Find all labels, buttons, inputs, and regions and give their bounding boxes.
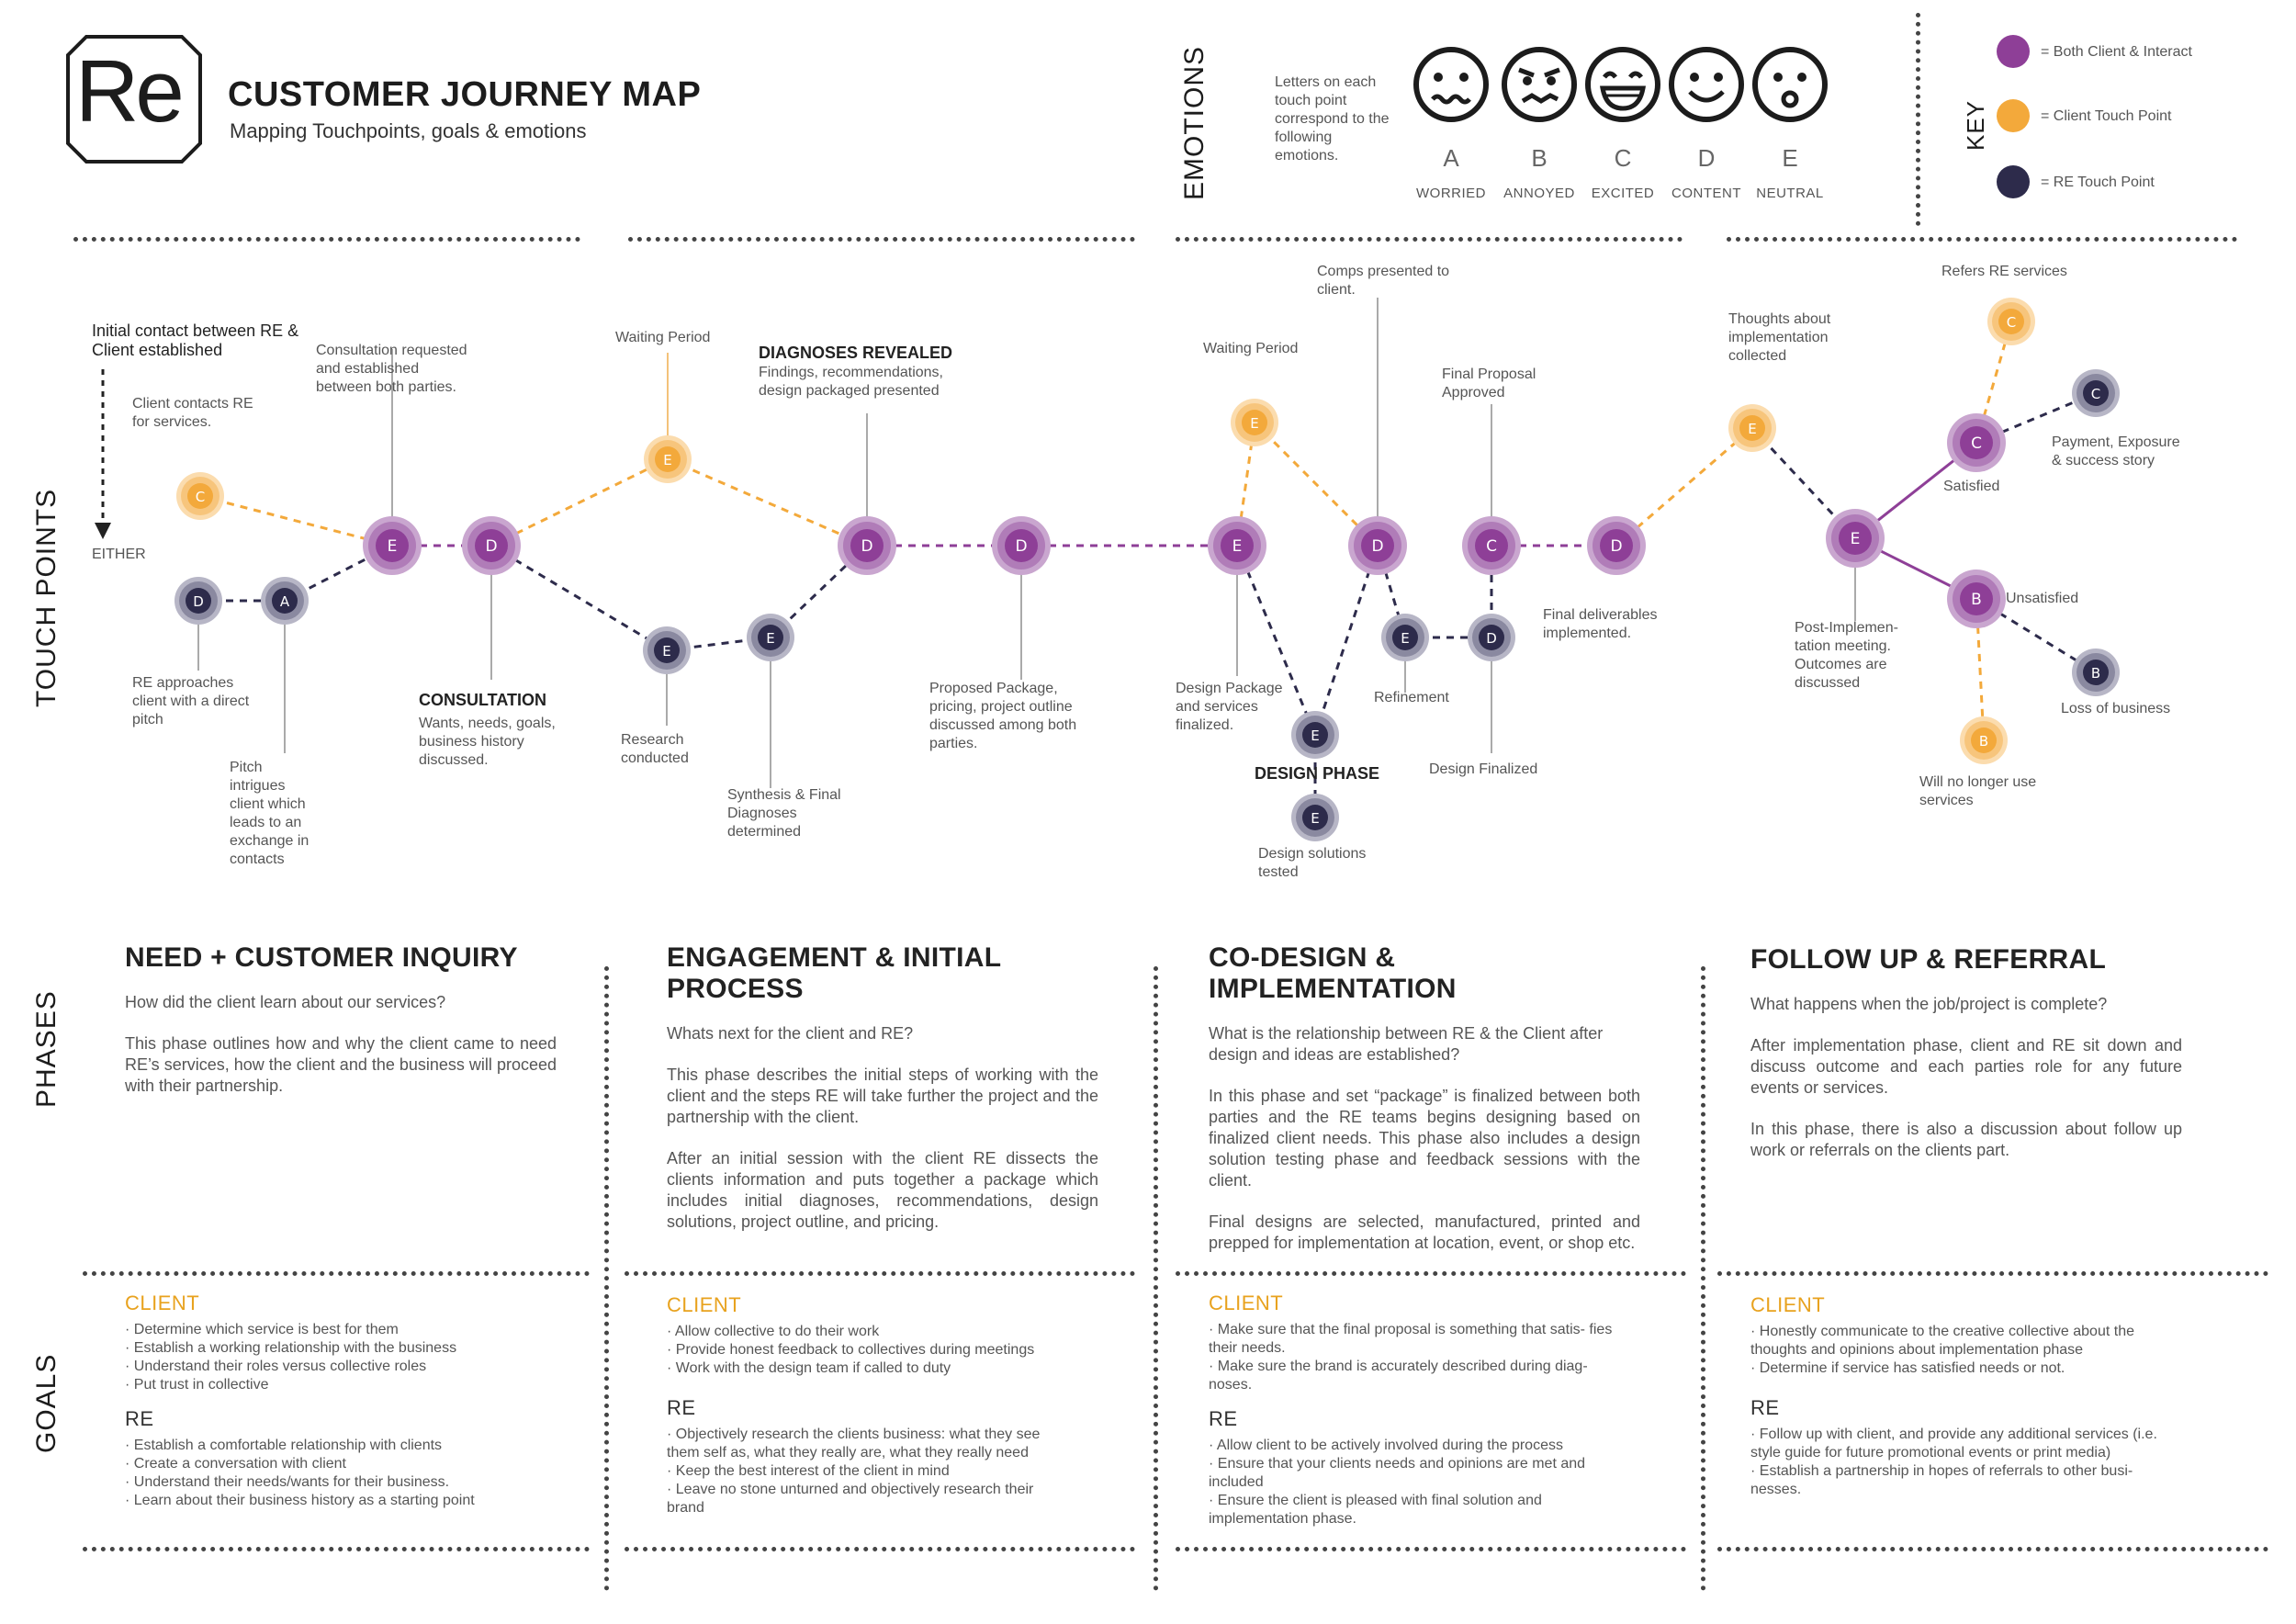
goals-column-2	[667, 1293, 1108, 1517]
touchpoint-node-both	[838, 516, 896, 575]
column-divider	[604, 966, 609, 1591]
goal-item: · Allow collective to do their work	[667, 1324, 880, 1339]
goal-item: · Ensure the client is pleased with final solution and implementation phase.	[1209, 1493, 1542, 1527]
phase-paragraph: In this phase and set “package” is finalized between both parties and the RE teams begins designing based on finalized client needs. This phase also includes a design solution testing phase and feedback sessions with the client.	[1209, 1087, 1640, 1190]
goals-label: GOALS	[31, 1353, 62, 1453]
goal-item: · Leave no stone unturned and objectively research their brand	[667, 1482, 1034, 1516]
phase-paragraph: This phase outlines how and why the client came to need RE’s services, how the client and the business will proceed with their partnership.	[125, 1034, 557, 1095]
touchpoint-letter: C	[1971, 434, 1982, 453]
payment-label: Payment, Exposure & success story	[2052, 434, 2180, 468]
thoughts-collected-label: Thoughts about implementation collected	[1728, 311, 1831, 364]
touchpoint-letter: E	[1232, 537, 1243, 556]
touchpoint-letter: B	[1978, 733, 1989, 750]
post-implementation-label: Post-Implemen- tation meeting. Outcomes are discussed	[1795, 620, 1898, 691]
touchpoint-letter: D	[485, 537, 498, 556]
phase-co-design	[1209, 942, 1640, 1274]
phase-question: What is the relationship between RE & the Client after design and ideas are established?	[1209, 1024, 1604, 1064]
research-conducted-label: Research conducted	[621, 732, 689, 766]
synthesis-label: Synthesis & Final Diagnoses determined	[727, 787, 841, 840]
touchpoint-letter: E	[387, 537, 398, 556]
touchpoint-letter: D	[1486, 630, 1497, 647]
touchpoint-letter: E	[1850, 530, 1861, 548]
edge-client	[668, 459, 867, 546]
emotion-word: NEUTRAL	[1756, 186, 1824, 201]
touchpoint-letter: C	[2090, 386, 2101, 402]
waiting-period-label: Waiting Period	[1203, 341, 1299, 356]
consultation-requested-label: Consultation requested and established between both parties.	[316, 343, 467, 395]
touchpoint-node-re	[1291, 794, 1339, 841]
diagnoses-desc: Findings, recommendations, design packaged presented	[759, 365, 943, 399]
design-solutions-label: Design solutions tested	[1258, 846, 1367, 880]
separator	[83, 1271, 590, 1276]
goal-item: · Keep the best interest of the client in mind	[667, 1463, 950, 1479]
re-approaches-label: RE approaches client with a direct pitch	[132, 675, 250, 727]
touchpoint-letter: D	[1015, 537, 1028, 556]
consultation-title: CONSULTATION	[419, 691, 546, 709]
touchpoint-node-both	[462, 516, 521, 575]
touchpoint-node-re	[174, 577, 222, 625]
goals-client-heading: CLIENT	[1750, 1293, 1826, 1316]
emotion-word: CONTENT	[1671, 186, 1741, 201]
goal-item: · Determine which service is best for them	[125, 1322, 399, 1337]
design-phase-title: DESIGN PHASE	[1255, 764, 1380, 783]
touchpoint-node-both	[363, 516, 422, 575]
touchpoint-node-re	[1468, 614, 1515, 661]
touchpoint-node-re	[2072, 369, 2120, 417]
touchpoint-node-both	[1587, 516, 1646, 575]
column-divider	[1701, 966, 1705, 1591]
touchpoint-letter: E	[662, 643, 671, 660]
phase-follow-up	[1750, 944, 2182, 1181]
touchpoint-letter: D	[193, 593, 204, 610]
final-deliverables-label: Final deliverables implemented.	[1543, 607, 1658, 641]
touchpoint-letter: B	[1971, 591, 1982, 609]
goals-client-heading: CLIENT	[1209, 1291, 1284, 1314]
initial-contact-label: Initial contact between RE & Client established	[92, 321, 299, 359]
goal-item: · Create a conversation with client	[125, 1456, 346, 1472]
separator	[1176, 1547, 1686, 1551]
phase-title: NEED + CUSTOMER INQUIRY	[125, 942, 518, 973]
touchpoint-node-both	[1208, 516, 1266, 575]
touchpoint-letter: E	[1250, 415, 1259, 432]
touchpoint-letter: E	[766, 630, 775, 647]
final-proposal-label: Final Proposal Approved	[1442, 367, 1536, 400]
touchpoint-node-client	[1728, 404, 1776, 452]
emotion-letter: B	[1531, 144, 1548, 172]
column-divider	[1154, 966, 1158, 1591]
goal-item: · Ensure that your clients needs and opinions are met and included	[1209, 1456, 1586, 1490]
proposed-package-label: Proposed Package, pricing, project outline discussed among both parties.	[929, 681, 1077, 751]
key-item-re: = RE Touch Point	[2041, 175, 2155, 190]
emotion-word: WORRIED	[1416, 186, 1486, 201]
goal-item: · Determine if service has satisfied needs or not.	[1750, 1360, 2065, 1376]
goal-item: · Make sure the brand is accurately described during diag- noses.	[1209, 1359, 1588, 1393]
phases-label: PHASES	[31, 990, 62, 1108]
separator	[1176, 1271, 1686, 1276]
goals-column-3	[1209, 1291, 1649, 1528]
separator	[1717, 1547, 2268, 1551]
goals-re-heading: RE	[1750, 1396, 1780, 1419]
goal-item: · Understand their needs/wants for their business.	[125, 1474, 450, 1490]
client-contacts-label: Client contacts RE for services.	[132, 396, 253, 430]
satisfied-label: Satisfied	[1943, 479, 2000, 494]
separator	[625, 1271, 1135, 1276]
touchpoint-node-re	[747, 614, 794, 661]
emotion-word: ANNOYED	[1503, 186, 1575, 201]
phase-paragraph: After an initial session with the client RE dissects the clients information and puts together a package which includes initial diagnoses, recommendations, design solutions, project outline, and pricing.	[667, 1149, 1098, 1231]
edge-re	[1315, 546, 1378, 735]
design-package-label: Design Package and services finalized.	[1176, 681, 1283, 733]
page-subtitle: Mapping Touchpoints, goals & emotions	[230, 119, 587, 142]
phase-engagement	[667, 942, 1098, 1253]
goals-re-heading: RE	[125, 1407, 154, 1430]
emotions-note: Letters on each touch point correspond to the following emotions.	[1275, 74, 1390, 164]
phase-paragraph: After implementation phase, client and RE sit down and discuss outcome and each parties role for any future events or services.	[1750, 1036, 2182, 1097]
touchpoint-node-re	[1381, 614, 1429, 661]
touchpoint-node-re	[1291, 711, 1339, 759]
goal-item: · Put trust in collective	[125, 1377, 269, 1393]
goal-item: · Establish a working relationship with the business	[125, 1340, 457, 1356]
emotion-letter: E	[1782, 144, 1798, 172]
touchpoint-node-both	[992, 516, 1051, 575]
touchpoint-node-client	[1231, 399, 1278, 446]
emotion-letter: A	[1443, 144, 1459, 172]
phase-question: What happens when the job/project is complete?	[1750, 995, 2108, 1013]
goals-re-heading: RE	[1209, 1407, 1238, 1430]
goals-client-heading: CLIENT	[125, 1291, 200, 1314]
touchpoint-node-both	[1947, 413, 2006, 472]
touchpoint-letter: E	[663, 452, 672, 468]
touchpoint-letter: D	[1610, 537, 1623, 556]
edge-re	[491, 546, 667, 650]
goal-item: · Objectively research the clients business: what they see them self as, what they really are, what they really need	[667, 1427, 1041, 1460]
touchpoint-node-both	[1348, 516, 1407, 575]
touchpoint-node-both	[1947, 570, 2006, 628]
touchpoint-letter: E	[1311, 727, 1320, 744]
phase-paragraph: Final designs are selected, manufactured, printed and prepped for implementation at location, event, or shop etc.	[1209, 1212, 1640, 1252]
touchpoint-node-re	[643, 626, 691, 674]
touchpoints-label: TOUCH POINTS	[31, 488, 62, 707]
no-longer-use-label: Will no longer use services	[1919, 774, 2037, 808]
phase-title: FOLLOW UP & REFERRAL	[1750, 944, 2107, 975]
touchpoint-letter: D	[861, 537, 873, 556]
phase-question: Whats next for the client and RE?	[667, 1024, 914, 1043]
goals-re-heading: RE	[667, 1396, 696, 1419]
phase-question: How did the client learn about our services?	[125, 993, 446, 1011]
refinement-label: Refinement	[1374, 690, 1449, 705]
touchpoint-node-re	[2072, 648, 2120, 696]
goal-item: · Allow client to be actively involved during the process	[1209, 1438, 1563, 1453]
refers-re-label: Refers RE services	[1941, 264, 2067, 279]
touchpoint-letter: D	[1371, 537, 1384, 556]
goal-item: · Provide honest feedback to collectives during meetings	[667, 1342, 1035, 1358]
either-label: EITHER	[92, 547, 146, 562]
phase-title: CO-DESIGN & IMPLEMENTATION	[1209, 942, 1457, 1004]
goals-column-4	[1750, 1293, 2191, 1499]
goal-item: · Make sure that the final proposal is something that satis- fies their needs.	[1209, 1322, 1613, 1356]
touchpoint-letter: B	[2090, 665, 2101, 682]
touchpoint-letter: C	[1486, 537, 1497, 556]
edge-client	[491, 459, 668, 546]
touchpoint-letter: E	[1311, 810, 1320, 827]
goals-column-1	[125, 1291, 566, 1510]
touchpoint-node-both	[1462, 516, 1521, 575]
pitch-intrigues-label: Pitch intrigues client which leads to an exchange in contacts	[230, 760, 310, 867]
loss-of-business-label: Loss of business	[2061, 701, 2171, 716]
touchpoint-node-both	[1826, 509, 1885, 568]
phase-need-inquiry	[125, 942, 557, 1117]
touchpoint-letter: A	[279, 593, 290, 610]
touchpoint-node-client	[1960, 716, 2008, 764]
goal-item: · Learn about their business history as a starting point	[125, 1493, 475, 1508]
phase-paragraph: This phase describes the initial steps of working with the client and the steps RE will take further the project and the partnership with the client.	[667, 1066, 1098, 1126]
phase-paragraph: In this phase, there is also a discussion about follow up work or referrals on the clients part.	[1750, 1120, 2182, 1159]
key-item-both: = Both Client & Interact	[2041, 44, 2192, 60]
separator	[83, 1547, 590, 1551]
diagnoses-title: DIAGNOSES REVEALED	[759, 344, 953, 362]
design-finalized-label: Design Finalized	[1429, 761, 1538, 777]
unsatisfied-label: Unsatisfied	[2006, 591, 2079, 606]
emotions-label: EMOTIONS	[1179, 45, 1210, 200]
touchpoint-node-client	[644, 435, 692, 483]
goal-item: · Understand their roles versus collective roles	[125, 1359, 427, 1374]
goal-item: · Follow up with client, and provide any additional services (i.e. style guide for future promotional events or print media)	[1750, 1427, 2157, 1460]
separator	[1717, 1271, 2268, 1276]
touchpoint-letter: E	[1748, 421, 1757, 437]
goal-item: · Establish a comfortable relationship with clients	[125, 1438, 443, 1453]
goal-item: · Work with the design team if called to duty	[667, 1360, 951, 1376]
page-title: CUSTOMER JOURNEY MAP	[228, 75, 702, 114]
goal-item: · Establish a partnership in hopes of referrals to other busi- nesses.	[1750, 1463, 2133, 1497]
touchpoint-node-client	[1987, 298, 2035, 345]
touchpoint-node-re	[261, 577, 309, 625]
touchpoint-letter: C	[2006, 314, 2017, 331]
touchpoint-letter: E	[1401, 630, 1410, 647]
key-label: KEY	[1962, 99, 1989, 151]
emotion-letter: C	[1614, 144, 1632, 172]
touchpoint-letter: C	[195, 489, 206, 505]
emotion-letter: D	[1697, 144, 1716, 172]
goal-item: · Honestly communicate to the creative collective about the thoughts and opinions about implementation phase	[1750, 1324, 2134, 1358]
emotion-word: EXCITED	[1591, 186, 1655, 201]
comps-presented-label: Comps presented to client.	[1317, 264, 1450, 298]
goals-client-heading: CLIENT	[667, 1293, 742, 1316]
phase-title: ENGAGEMENT & INITIAL PROCESS	[667, 942, 1001, 1004]
logo-text: Re	[75, 42, 181, 141]
separator	[625, 1547, 1135, 1551]
edge-client	[200, 496, 392, 546]
waiting-period-label: Waiting Period	[615, 330, 711, 345]
key-item-client: = Client Touch Point	[2041, 108, 2172, 124]
touchpoint-node-client	[176, 472, 224, 520]
consultation-desc: Wants, needs, goals, business history discussed.	[419, 716, 556, 768]
